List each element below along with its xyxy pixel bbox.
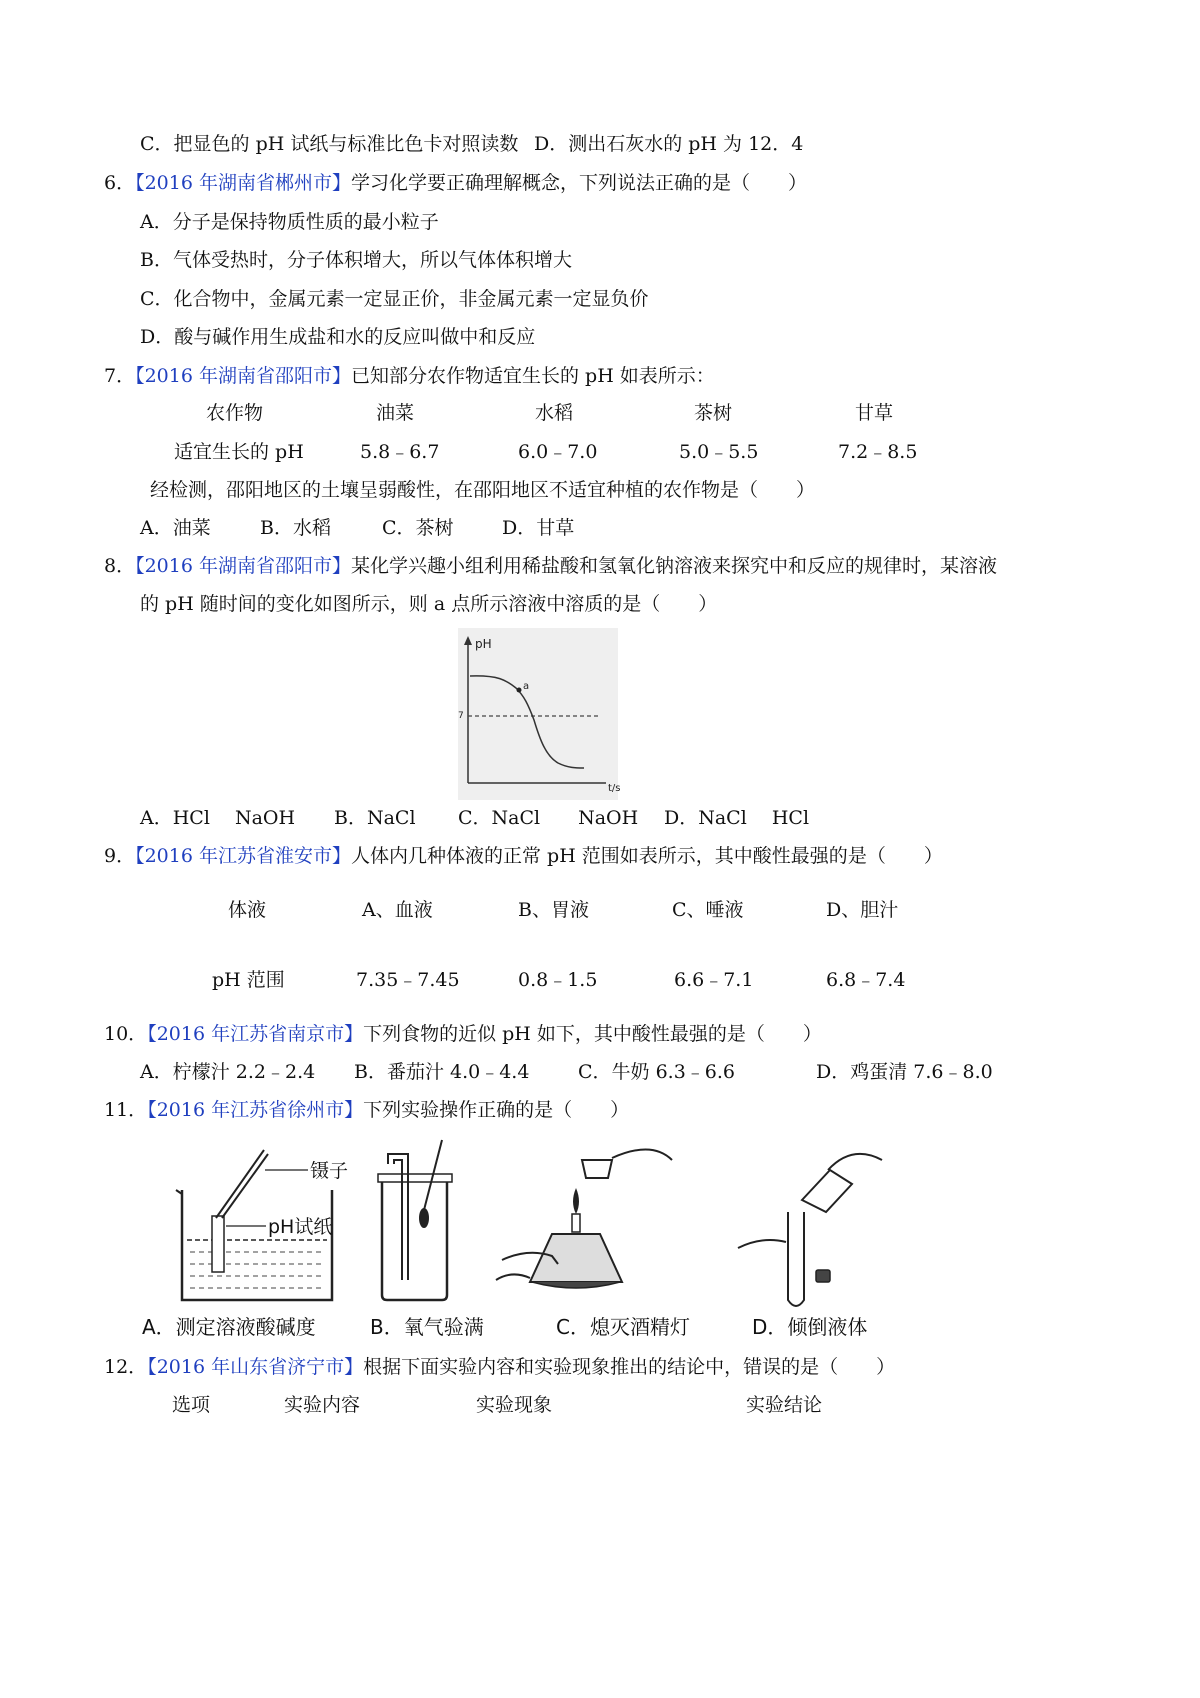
lamp-body [530, 1234, 622, 1282]
question-number: 6． [104, 172, 136, 194]
question-stem: 人体内几种体液的正常 pH 范围如表所示，其中酸性最强的是（ ） [351, 845, 943, 867]
pouring-liquid-illustration [738, 1154, 882, 1306]
table-cell: 6.6﹣7.1 [674, 969, 754, 991]
question-12 [104, 1354, 895, 1380]
table-cell: 适宜生长的 pH [174, 441, 304, 463]
question-source: 【2016 年江苏省南京市】 [147, 1023, 364, 1045]
hand-right [612, 1149, 672, 1160]
question-stem: 已知部分农作物适宜生长的 pH 如表所示： [351, 365, 715, 387]
glowing-tip [419, 1208, 429, 1228]
table-cell: 6.8﹣7.4 [826, 969, 906, 991]
question-number: 10． [104, 1023, 148, 1045]
question-source: 【2016 年江苏省淮安市】 [135, 845, 351, 867]
q5-option-c: C．把显色的 pH 试纸与标准比色卡对照读数 [140, 133, 519, 155]
figure-background [458, 628, 618, 800]
y-axis-label: pH [475, 637, 492, 651]
ph-time-curve-figure [458, 628, 621, 800]
q5-option-d: D．测出石灰水的 pH 为 12．4 [534, 133, 804, 155]
hand-right [828, 1154, 882, 1170]
table-header-cell: C、唾液 [672, 899, 744, 921]
table-header-cell: 实验内容 [284, 1394, 361, 1416]
table-header-cell: 油菜 [376, 402, 415, 424]
flame [573, 1188, 579, 1214]
table-cell: pH 范围 [212, 969, 285, 991]
gas-bottle [382, 1180, 447, 1300]
option: A．分子是保持物质性质的最小粒子 [140, 211, 439, 233]
hand-left [738, 1240, 786, 1248]
lab-operations-figure [112, 1130, 892, 1338]
option: D．NaCl HCl [664, 807, 810, 829]
option: D．鸡蛋清 7.6﹣8.0 [816, 1061, 993, 1083]
question-9 [104, 843, 943, 869]
question-note: 经检测，邵阳地区的土壤呈弱酸性，在邵阳地区不适宜种植的农作物是（ ） [150, 479, 816, 501]
question-number: 9． [104, 845, 136, 867]
figure-caption: D．倾倒液体 [752, 1315, 868, 1339]
question-stem: 下列实验操作正确的是（ ） [363, 1099, 630, 1121]
reference-label: 7 [458, 711, 464, 721]
figure-caption: C．熄灭酒精灯 [556, 1315, 690, 1339]
option: C．NaCl NaOH [458, 807, 639, 829]
ph-paper-label: pH试纸 [268, 1216, 333, 1238]
tweezers-label: 镊子 [310, 1160, 349, 1182]
table-header-cell: 选项 [172, 1394, 211, 1416]
table-header-cell: 实验结论 [746, 1394, 823, 1416]
option: A．柠檬汁 2.2﹣2.4 [140, 1061, 316, 1083]
table-header-cell: D、胆汁 [826, 899, 899, 921]
question-source: 【2016 年湖南省郴州市】 [135, 172, 351, 194]
point-a [517, 688, 522, 693]
table-cell: 0.8﹣1.5 [518, 969, 598, 991]
tweezers [216, 1150, 264, 1218]
question-source: 【2016 年江苏省徐州市】 [147, 1099, 364, 1121]
option: B．气体受热时，分子体积增大，所以气体体积增大 [140, 249, 572, 271]
test-tube [788, 1212, 804, 1306]
table-header-cell: 体液 [228, 899, 267, 921]
question-number: 11． [104, 1099, 148, 1121]
table-header-cell: 实验现象 [476, 1394, 553, 1416]
question-11 [104, 1097, 629, 1123]
question-stem: 根据下面实验内容和实验现象推出的结论中，错误的是（ ） [363, 1356, 896, 1378]
question-stem: 下列食物的近似 pH 如下，其中酸性最强的是（ ） [363, 1023, 822, 1045]
oxygen-test-illustration [378, 1140, 452, 1300]
table-cell: 5.0﹣5.5 [679, 441, 759, 463]
reagent-bottle [802, 1170, 852, 1212]
option: A．HCl NaOH [140, 807, 296, 829]
option: B．NaCl [334, 807, 416, 829]
option: A．油菜 [140, 517, 211, 539]
ph-test-illustration [176, 1150, 348, 1300]
lamp-cap [582, 1160, 612, 1178]
question-number: 12． [104, 1356, 148, 1378]
question-stem-continued: 的 pH 随时间的变化如图所示，则 a 点所示溶液中溶质的是（ ） [140, 593, 718, 615]
question-8 [104, 553, 997, 579]
option: C．茶树 [382, 517, 454, 539]
table-cell: 7.35﹣7.45 [356, 969, 460, 991]
question-number: 8． [104, 555, 136, 577]
question-10 [104, 1021, 822, 1047]
option: D．甘草 [502, 517, 575, 539]
table-header-cell: 农作物 [206, 402, 264, 424]
delivery-tube [388, 1154, 408, 1280]
x-axis-label: t/s [608, 783, 621, 794]
table-cell: 7.2﹣8.5 [838, 441, 918, 463]
question-source: 【2016 年湖南省邵阳市】 [135, 555, 351, 577]
table-header-cell: A、血液 [362, 899, 433, 921]
question-source: 【2016 年山东省济宁市】 [147, 1356, 364, 1378]
bottle-stopper [816, 1270, 830, 1282]
figure-caption: B．氧气验满 [370, 1315, 484, 1339]
option: C．牛奶 6.3﹣6.6 [578, 1061, 736, 1083]
alcohol-lamp-illustration [496, 1149, 672, 1288]
figure-caption: A．测定溶液酸碱度 [142, 1315, 316, 1339]
table-header-cell: 水稻 [535, 402, 574, 424]
question-6 [104, 170, 807, 196]
option: C．化合物中，金属元素一定显正价，非金属元素一定显负价 [140, 288, 649, 310]
option: D．酸与碱作用生成盐和水的反应叫做中和反应 [140, 326, 536, 348]
question-stem: 某化学兴趣小组利用稀盐酸和氢氧化钠溶液来探究中和反应的规律时，某溶液 [351, 555, 998, 577]
ph-paper [212, 1216, 224, 1272]
option: B．水稻 [260, 517, 331, 539]
point-a-label: a [523, 681, 530, 692]
table-header-cell: B、胃液 [518, 899, 589, 921]
question-7 [104, 363, 715, 389]
table-header-cell: 甘草 [855, 402, 894, 424]
question-source: 【2016 年湖南省邵阳市】 [135, 365, 351, 387]
question-number: 7． [104, 365, 136, 387]
table-cell: 5.8﹣6.7 [360, 441, 440, 463]
table-header-cell: 茶树 [694, 402, 733, 424]
option: B．番茄汁 4.0﹣4.4 [354, 1061, 530, 1083]
question-stem: 学习化学要正确理解概念，下列说法正确的是（ ） [351, 172, 808, 194]
beaker [182, 1190, 332, 1300]
table-cell: 6.0﹣7.0 [518, 441, 598, 463]
